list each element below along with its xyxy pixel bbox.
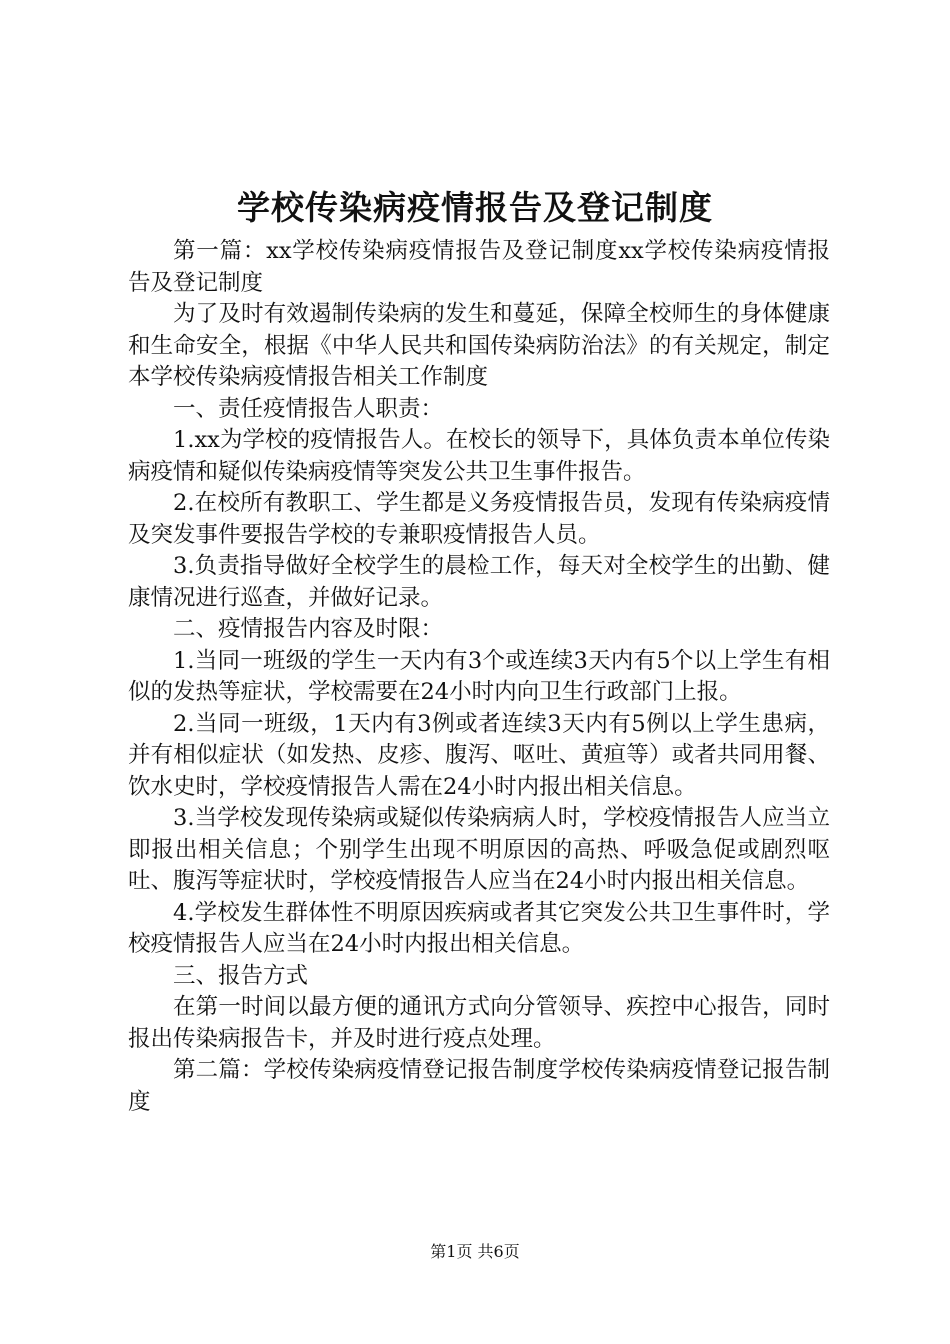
paragraph-report-method: 在第一时间以最方便的通讯方式向分管领导、疾控中心报告，同时报出传染病报告卡，并及时进行疫点处理。 — [128, 994, 830, 1052]
page-footer: 第1页 共6页 — [430, 1242, 520, 1261]
section-heading-report-method: 三、报告方式 — [173, 962, 309, 989]
document-title: 学校传染病疫情报告及登记制度 — [237, 188, 713, 227]
paragraph-report-rule-1: 1.当同一班级的学生一天内有3个或连续3天内有5个以上学生有相似的发热等症状，学校需要在24小时内向卫生行政部门上报。 — [128, 647, 830, 705]
paragraph-report-rule-3: 3.当学校发现传染病或疑似传染病病人时，学校疫情报告人应当立即报出相关信息；个别学生出现不明原因的高热、呼吸急促或剧烈呕吐、腹泻等症状时，学校疫情报告人应当在24小时内报出相关信息。 — [128, 805, 830, 894]
document-body — [128, 236, 830, 1118]
paragraph-report-rule-2: 2.当同一班级，1天内有3例或者连续3天内有5例以上学生患病，并有相似症状（如发热、皮疹、腹泻、呕吐、黄疸等）或者共同用餐、饮水史时，学校疫情报告人需在24小时内报出相关信息。 — [128, 710, 830, 800]
paragraph-part-two-heading: 第二篇：学校传染病疫情登记报告制度学校传染病疫情登记报告制度 — [128, 1057, 830, 1115]
paragraph-responsibility-3: 3.负责指导做好全校学生的晨检工作，每天对全校学生的出勤、健康情况进行巡查，并做好记录。 — [128, 553, 830, 611]
section-heading-report-content: 二、疫情报告内容及时限： — [173, 616, 444, 642]
paragraph-responsibility-1: 1.xx为学校的疫情报告人。在校长的领导下，具体负责本单位传染病疫情和疑似传染病疫情等突发公共卫生事件报告。 — [128, 427, 830, 485]
section-heading-responsibilities: 一、责任疫情报告人职责： — [173, 395, 444, 422]
paragraph-responsibility-2: 2.在校所有教职工、学生都是义务疫情报告员，发现有传染病疫情及突发事件要报告学校的专兼职疫情报告人员。 — [128, 490, 830, 548]
paragraph-report-rule-4: 4.学校发生群体性不明原因疾病或者其它突发公共卫生事件时，学校疫情报告人应当在24小时内报出相关信息。 — [128, 899, 830, 957]
paragraph-part-one-heading: 第一篇：xx学校传染病疫情报告及登记制度xx学校传染病疫情报告及登记制度 — [128, 238, 830, 296]
paragraph-introduction: 为了及时有效遏制传染病的发生和蔓延，保障全校师生的身体健康和生命安全，根据《中华人民共和国传染病防治法》的有关规定，制定本学校传染病疫情报告相关工作制度 — [128, 301, 830, 390]
